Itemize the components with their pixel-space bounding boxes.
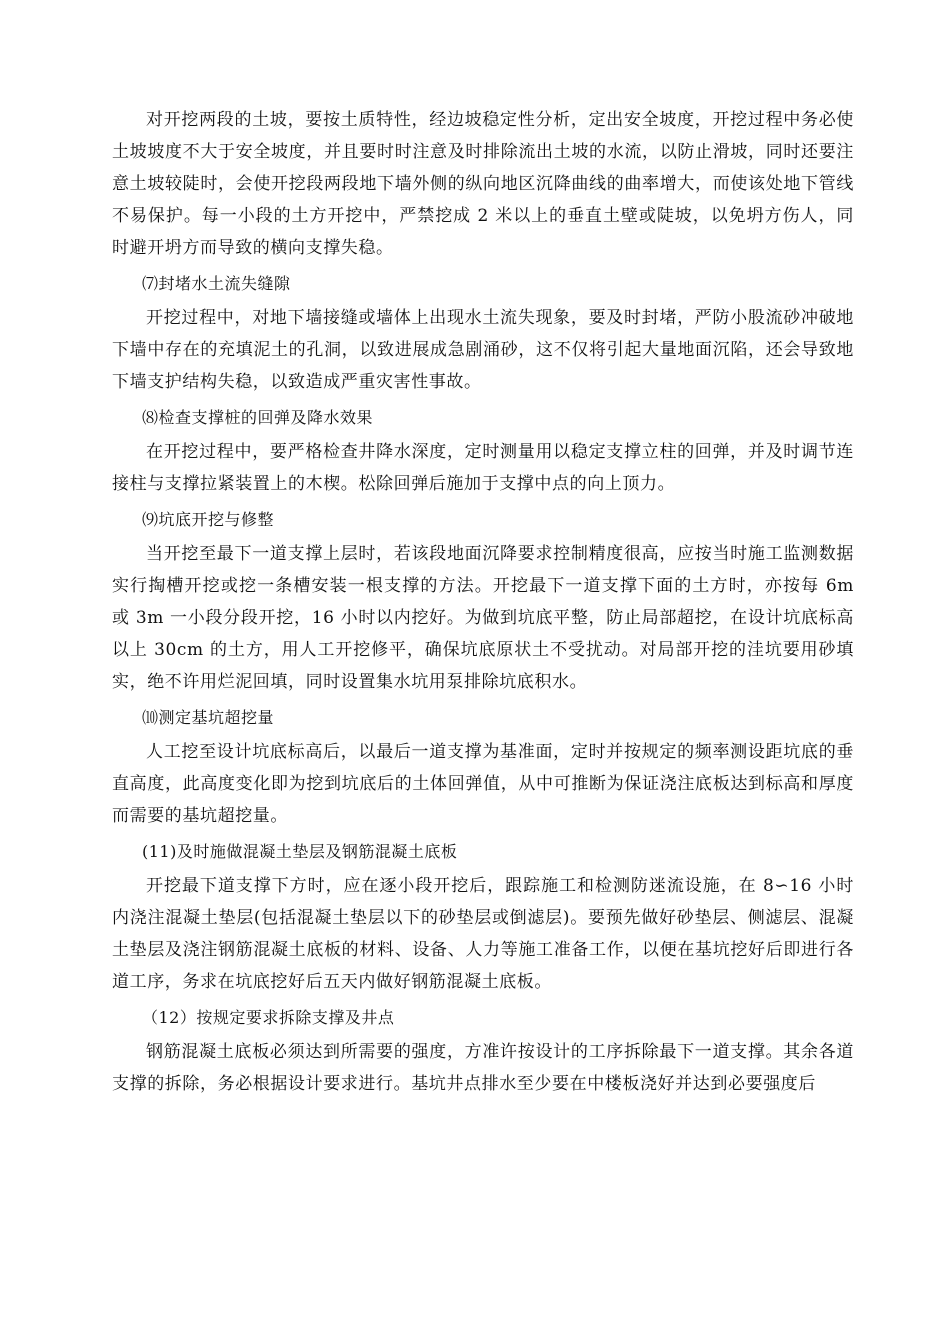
paragraph-concrete-cushion: 开挖最下道支撑下方时，应在逐小段开挖后，跟踪施工和检测防迷流设施，在 8∽16 小时内浇注混凝土垫层(包括混凝土垫层以下的砂垫层或倒滤层)。要预先做好砂垫层、侧滤层、混凝土垫层及浇注钢筋混凝土底板的材料、设备、人力等施工准备工作，以便在基坑挖好后即进行各道工序，务求在坑底挖好后五天内做好钢筋混凝土底板。 [112, 876, 854, 992]
heading-over-excavation: ⑽测定基坑超挖量 [142, 708, 275, 727]
paragraph-over-excavation: 人工挖至设计坑底标高后，以最后一道支撑为基准面，定时并按规定的频率测设距坑底的垂直高度，此高度变化即为挖到坑底后的土体回弹值，从中可推断为保证浇注底板达到标高和厚度而需要的基坑超挖量。 [112, 742, 854, 826]
paragraph-check-rebound: 在开挖过程中，要严格检查井降水深度，定时测量用以稳定支撑立柱的回弹，并及时调节连接柱与支撑拉紧装置上的木楔。松除回弹后施加于支撑中点的向上顶力。 [112, 442, 854, 494]
heading-seal-leak-gaps: ⑺封堵水土流失缝隙 [142, 274, 291, 293]
heading-remove-supports: （12）按规定要求拆除支撑及井点 [142, 1008, 395, 1027]
paragraph-pit-bottom: 当开挖至最下一道支撑上层时，若该段地面沉降要求控制精度很高，应按当时施工监测数据实行掏槽开挖或挖一条槽安装一根支撑的方法。开挖最下一道支撑下面的土方时，亦按每 6m 或 3m 一小段分段开挖，16 小时以内挖好。为做到坑底平整，防止局部超挖，在设计坑底标高以上 30cm 的土方，用人工开挖修平，确保坑底原状土不受扰动。对局部开挖的洼坑要用砂填实，绝不许用烂泥回填，同时设置集水坑用泵排除坑底积水。 [112, 544, 854, 692]
paragraph-seal-leak-gaps: 开挖过程中，对地下墙接缝或墙体上出现水土流失现象，要及时封堵，严防小股流砂冲破地下墙中存在的充填泥土的孔洞，以致进展成急剧涌砂，这不仅将引起大量地面沉陷，还会导致地下墙支护结构失稳，以致造成严重灾害性事故。 [112, 308, 854, 392]
heading-concrete-cushion: (11)及时施做混凝土垫层及钢筋混凝土底板 [142, 842, 458, 861]
document-body [112, 104, 854, 1100]
paragraph-remove-supports: 钢筋混凝土底板必须达到所需要的强度，方准许按设计的工序拆除最下一道支撑。其余各道支撑的拆除，务必根据设计要求进行。基坑井点排水至少要在中楼板浇好并达到必要强度后 [112, 1042, 854, 1094]
heading-check-rebound: ⑻检查支撑桩的回弹及降水效果 [142, 408, 374, 427]
heading-pit-bottom: ⑼坑底开挖与修整 [142, 510, 275, 529]
paragraph-slope-safety: 对开挖两段的土坡，要按土质特性，经边坡稳定性分析，定出安全坡度，开挖过程中务必使土坡坡度不大于安全坡度，并且要时时注意及时排除流出土坡的水流，以防止滑坡，同时还要注意土坡较陡时，会使开挖段两段地下墙外侧的纵向地区沉降曲线的曲率增大，而使该处地下管线不易保护。每一小段的土方开挖中，严禁挖成 2 米以上的垂直土壁或陡坡，以免坍方伤人，同时避开坍方而导致的横向支撑失稳。 [112, 110, 854, 258]
